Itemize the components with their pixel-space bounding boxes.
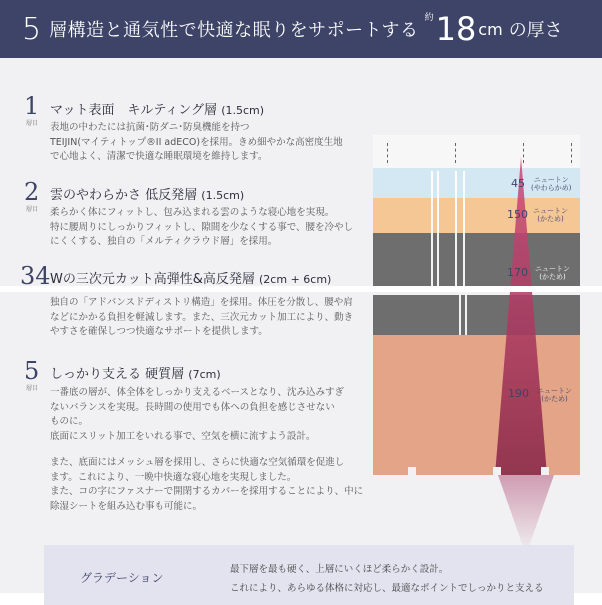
- desc-line: 表地の中わたには抗菌･防ダニ･防臭機能を持つ: [50, 122, 250, 133]
- layer-size: (1.5cm): [201, 189, 245, 202]
- layer-number: 5: [24, 357, 40, 385]
- layer-title: [50, 99, 264, 118]
- newton-note: (やわらかめ): [531, 184, 572, 192]
- newton-45-value: 45: [511, 177, 525, 190]
- newton-190-label: [537, 387, 572, 403]
- header-thickness: 18: [435, 10, 477, 48]
- newton-150-label: [533, 207, 568, 223]
- desc-line: 除湿シートを組み込む事も可能に。: [50, 500, 203, 512]
- header-big-number: 5: [22, 11, 42, 47]
- desc-line: 一番底の層が、体全体をしっかり支えるベースとなり、沈み込みすぎ: [50, 387, 345, 398]
- layer-size: (2cm + 6cm): [259, 273, 332, 286]
- desc-line: [50, 444, 363, 456]
- layer-description: [50, 206, 353, 250]
- desc-line: で心地よく、清潔で快適な睡眠環境を維持します。: [50, 151, 268, 162]
- layer-number: 34: [20, 262, 51, 290]
- arrow-tail-icon: [496, 475, 556, 555]
- layer-description: [50, 296, 353, 340]
- layer-suffix: 層目: [26, 385, 39, 392]
- gradation-line: 最下層を最も硬く、上層にいくほど柔らかく設計。: [230, 564, 449, 575]
- newton-unit: ニュートン: [537, 387, 572, 395]
- header-tail: の厚さ: [508, 20, 563, 41]
- newton-170-value: 170: [507, 266, 528, 279]
- newton-190-value: 190: [508, 387, 529, 400]
- layer-number: 1: [24, 92, 40, 120]
- gradation-title: グラデーション: [80, 571, 164, 585]
- layer-title-text: Wの三次元カット高弾性&高反発層: [50, 272, 255, 287]
- newton-45-label: [531, 176, 571, 192]
- header-title: [22, 0, 563, 58]
- desc-line: ないバランスを実現。長時間の使用でも体への負担を感じさせない: [50, 401, 335, 413]
- layer-number: 2: [24, 178, 40, 206]
- layer-suffix: 層目: [26, 120, 39, 127]
- layer-title: [50, 268, 331, 287]
- layer-title-text: 雲のやわらかさ 低反発層: [50, 188, 198, 203]
- newton-note: (かため): [537, 215, 564, 223]
- desc-line: 柔らかく体にフィットし、包み込まれる雲のような寝心地を実現。: [50, 207, 335, 218]
- gradation-description: [230, 560, 544, 598]
- bottom-slit: [541, 467, 549, 475]
- newton-150-value: 150: [507, 208, 528, 221]
- header-text: 層構造と通気性で快適な眠りをサポートする: [49, 20, 419, 41]
- desc-line: 独自の「アドバンスドディストリ構造」を採用。体圧を分散し、腰や肩: [50, 297, 353, 308]
- desc-line: また、底面にはメッシュ層を採用し、さらに快適な空気循環を促進し: [50, 457, 345, 468]
- desc-line: TEIJIN(マイティトップ®II adECO)を採用。きめ細やかな高密度生地: [50, 136, 343, 148]
- newton-unit: ニュートン: [535, 265, 570, 273]
- layer-description: [50, 386, 363, 514]
- header-approx: 約: [424, 13, 434, 23]
- desc-line: ます。これにより、一晩中快適な寝心地を実現しました。: [50, 471, 297, 483]
- layer-size: (7cm): [188, 368, 221, 381]
- layer-title: [50, 363, 221, 382]
- layer-suffix: 層目: [26, 206, 39, 213]
- desc-line: にくくする、独自の「メルティクラウド層」を採用。: [50, 236, 278, 247]
- desc-line: ものに。: [50, 416, 89, 427]
- gradation-line: これにより、あらゆる体格に対応し、最適なポイントでしっかりと支える: [230, 583, 544, 594]
- desc-line: などにかかる負担を軽減します。また、三次元カット加工により、動き: [50, 311, 354, 323]
- newton-unit: ニュートン: [533, 176, 569, 184]
- desc-line: やすさを確保しつつ快適なサポートを提供します。: [50, 326, 268, 337]
- layer-title-text: マット表面 キルティング層: [50, 103, 218, 118]
- layer-title: [50, 184, 244, 203]
- newton-unit: ニュートン: [533, 207, 568, 215]
- bottom-slit: [408, 467, 416, 475]
- newton-note: (かため): [541, 395, 568, 403]
- newton-note: (かため): [539, 273, 566, 281]
- desc-line: 底面にスリット加工をいれる事で、空気を横に流すよう設計。: [50, 430, 316, 442]
- layer-title-text: しっかり支える 硬質層: [50, 367, 185, 382]
- bottom-slit: [493, 467, 501, 475]
- desc-line: 特に腰周りにしっかりフィットし、隙間を少なくする事で、腰を冷やし: [50, 221, 354, 233]
- newton-170-label: [535, 265, 570, 281]
- desc-line: また、コの字にファスナーで開閉するカバーを採用することにより、中に: [50, 486, 364, 497]
- layer-description: [50, 121, 343, 165]
- header-unit: cm: [478, 19, 503, 39]
- layer-size: (1.5cm): [221, 104, 265, 117]
